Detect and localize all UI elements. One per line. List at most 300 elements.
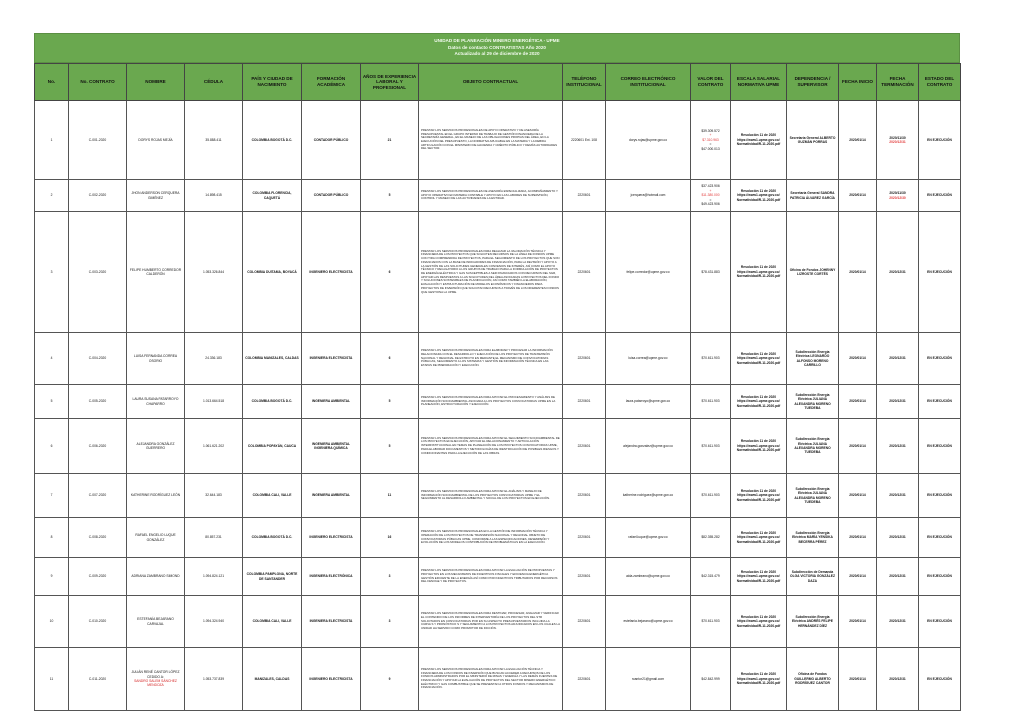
cell-objeto-line: PRESTAR LOS SERVICIOS PROFESIONALES PARA APOYAR LA EVALUACIÓN DE PROPUESTAS Y PROYECTOS EN LOS MECANISMOS DE INCENTIVOS FISCALES Y EFICIENCIA ENERGÉTICA GESTIÓN EFICIENTE DE LA ENERGÍA ASÍ COMO POR INCENTIVOS TRIBUTARIOS POR RECURSOS DEL FENOGE Y DE PROYECTOS. xyxy=(421,568,558,584)
cell-correo xyxy=(606,648,691,711)
cell-valor-line: $42.315.479 xyxy=(701,574,720,579)
cell-dependencia-line: Subdirección Energía Eléctrica MARÍA YENSIKA BECERRA PÉREZ xyxy=(792,530,833,544)
cell-valor-line: $42.842.999 xyxy=(701,676,720,681)
cell-inicio xyxy=(839,558,877,596)
cell-telefono xyxy=(563,648,606,711)
cell-cedula xyxy=(185,333,243,385)
cell-fin-line: 2020/11/30 xyxy=(889,191,906,196)
cell-correo xyxy=(606,518,691,558)
cell-anos xyxy=(361,419,419,474)
cell-nombre-line: CEDIDO A: xyxy=(147,674,164,679)
cell-estado xyxy=(919,419,961,474)
cell-escala-line: https://www1.upme.gov.co/ xyxy=(737,193,780,198)
cell-formacion-line: CONTADOR PÚBLICO xyxy=(313,193,349,198)
cell-contrato-line: C-002-2020 xyxy=(88,193,107,198)
cell-pais xyxy=(243,212,302,333)
cell-dependencia-line: Oficina de Fondos JOHENNY LIZROSTE CORTÉS xyxy=(789,267,836,276)
cell-objeto-line: PRESTAR LOS SERVICIOS PROFESIONALES PARA DESTINAR, PROCESAR, ANALIZAR Y VERIFICAR EL CONTENIDO DE LOS INFORMES DE INTERVENTORÍA DE LOS PROYECTOS DEL STR SOLICITADOS EN CONVOCATORIAS POR EN SU ASPECTO PRESUPUESTARIOS INCLUIDA LA CURVA S Y PRONÓSTICO S Y SEGUIMIENTO A LOS PROYECTOS ADJUDICADOS EN LOS CUALES LA UNIDAD HA SERVIDO COMO PROMOTOR DE DICCIÓN. xyxy=(421,611,560,631)
cell-valor-line: $70.611.903 xyxy=(701,399,720,404)
cell-estado xyxy=(919,558,961,596)
cell-nombre xyxy=(127,518,185,558)
cell-anos-line: 3 xyxy=(388,574,391,579)
cell-cedula-line: 32.644.183 xyxy=(205,493,222,498)
cell-estado-line: EN EJECUCIÓN xyxy=(927,619,952,624)
cell-formacion-line: INGENIERA ELECTRICISTA xyxy=(309,619,353,624)
cell-no xyxy=(35,648,69,711)
column-header: PAÍS Y CIUDAD DE NACIMIENTO xyxy=(243,64,302,101)
cell-pais xyxy=(243,419,302,474)
cell-estado-line: EN EJECUCIÓN xyxy=(927,574,952,579)
cell-nombre-line: JHON ANDERSON CERQUERA GIMÉNEZ xyxy=(131,191,180,200)
cell-contrato xyxy=(69,596,127,648)
cell-escala-line: Normatividad/R-11-2020.pdf xyxy=(736,197,781,202)
cell-formacion-line: INGENIERA AMBIENTAL xyxy=(311,399,351,404)
cell-fin xyxy=(877,101,919,180)
cell-anos xyxy=(361,101,419,180)
cell-objeto-line: PRESTAR LOS SERVICIOS PROFESIONALES PARA APOYAR LA EVALUACIÓN TÉCNICA Y FINANCIERA DE LOS FONDOS DE INVERSIÓN QUE BUSCAN ACCEDER A RECURSOS DE LOS FONDOS ADMINISTRADOS POR EL MINISTERIO DE MINAS Y ENERGÍA Y LAS DEMÁS FUENTES DE FINANCIACIÓN Y APOYAR LA EVALUACIÓN DE PROYECTOS DEL SECTOR MINERO ENERGÉTICO ELÉCTRICO Y GAS COMBUSTIBLE QUE SE PRESENTAN A OTROS FONDOS Y MECANISMOS DE FINANCIACIÓN. xyxy=(421,666,558,690)
cell-correo xyxy=(606,212,691,333)
cell-telefono-line: 2220601 xyxy=(577,535,591,540)
cell-no xyxy=(35,419,69,474)
cell-no-line: 7 xyxy=(50,493,53,498)
cell-valor xyxy=(691,518,731,558)
cell-pais-line: COLOMBIA BOGOTÁ D.C. xyxy=(251,137,293,142)
cell-pais-line: MANIZALES, CALDAS xyxy=(254,676,290,681)
cell-pais-line: COLOMBIA BOGOTÁ D.C. xyxy=(251,535,293,540)
cell-fin xyxy=(877,518,919,558)
cell-dependencia xyxy=(787,333,839,385)
cell-valor-line: $70.611.903 xyxy=(701,619,720,624)
cell-correo xyxy=(606,558,691,596)
cell-formacion-line: INGENIERA ELECTRÓNICA xyxy=(309,574,353,579)
cell-estado-line: EN EJECUCIÓN xyxy=(927,676,952,681)
cell-formacion xyxy=(302,419,361,474)
cell-contrato xyxy=(69,385,127,419)
column-header: No. xyxy=(35,64,69,101)
cell-dependencia xyxy=(787,385,839,419)
cell-escala-line: https://www1.upme.gov.co/ xyxy=(737,535,780,540)
cell-telefono-line: 2220601 xyxy=(577,676,591,681)
cell-telefono xyxy=(563,212,606,333)
cell-correo-line: laura.patarroyo@upme.gov.co xyxy=(625,399,671,404)
cell-inicio xyxy=(839,180,877,212)
cell-escala-line: Resolución 11 de 2020 xyxy=(740,672,777,677)
cell-pais xyxy=(243,333,302,385)
cell-dependencia-line: Subdirección Energía Eléctrica JULIANA ALEXANDRA MORENO TUEDEBA xyxy=(794,437,831,455)
cell-cedula-line: 24.336.183 xyxy=(205,356,222,361)
cell-correo-line: katherine.rodriguez@upme.gov.co xyxy=(622,493,674,498)
cell-correo xyxy=(606,101,691,180)
cell-contrato xyxy=(69,419,127,474)
banner-title: UNIDAD DE PLANEACIÓN MINERO ENERGÉTICA - UPME xyxy=(434,38,560,44)
cell-escala-line: Resolución 11 de 2020 xyxy=(740,188,777,193)
cell-inicio-line: 2020/01/14 xyxy=(849,493,866,498)
cell-nombre xyxy=(127,212,185,333)
cell-inicio xyxy=(839,212,877,333)
cell-estado xyxy=(919,180,961,212)
cell-no-line: 9 xyxy=(50,574,53,579)
cell-cedula-line: 1.053.737.839 xyxy=(202,676,225,681)
cell-dependencia-line: Subdirección Energía Eléctrica LEONARDO ALFONSO MORENO CARRILLO xyxy=(795,349,830,367)
cell-escala-line: Resolución 11 de 2020 xyxy=(740,488,777,493)
cell-valor xyxy=(691,558,731,596)
cell-cedula xyxy=(185,180,243,212)
cell-escala-line: Normatividad/R-11-2020.pdf xyxy=(736,623,781,628)
cell-inicio-line: 2020/01/14 xyxy=(849,676,866,681)
cell-estado-line: EN EJECUCIÓN xyxy=(927,443,952,448)
cell-nombre-line: LAURA SUSANA PATARROYO CHAPARRO xyxy=(132,397,179,406)
cell-escala-line: https://www1.upme.gov.co/ xyxy=(737,269,780,274)
cell-anos-line: 5 xyxy=(388,193,391,198)
cell-valor-line: + xyxy=(709,188,712,193)
cell-valor-line: $11.380.000 xyxy=(701,193,720,198)
cell-estado xyxy=(919,385,961,419)
cell-valor-line: $39.309.572 xyxy=(701,128,720,133)
cell-contrato-line: C-001-2020 xyxy=(88,137,107,142)
cell-anos xyxy=(361,648,419,711)
cell-telefono xyxy=(563,596,606,648)
cell-anos xyxy=(361,385,419,419)
cell-escala-line: https://www1.upme.gov.co/ xyxy=(737,356,780,361)
cell-no-line: 4 xyxy=(50,356,53,361)
cell-formacion xyxy=(302,648,361,711)
cell-pais-line: COLOMBIA PAMPLONA, NORTE DE SANTANDER xyxy=(246,572,298,581)
cell-estado-line: EN EJECUCIÓN xyxy=(927,535,952,540)
cell-anos xyxy=(361,474,419,518)
cell-pais xyxy=(243,596,302,648)
cell-inicio-line: 2020/01/14 xyxy=(849,137,866,142)
cell-objeto xyxy=(419,518,563,558)
cell-telefono xyxy=(563,385,606,419)
table-row xyxy=(35,180,961,212)
cell-pais-line: COLOMBIA POPAYÁN, CAUCA xyxy=(247,443,297,448)
cell-objeto xyxy=(419,474,563,518)
cell-contrato-line: C-011-2020 xyxy=(88,676,107,681)
cell-dependencia-line: Subdirección Energía Eléctrica JULIANA ALEXANDRA MORENO TUEDEBA xyxy=(794,392,831,410)
cell-cedula-line: 1.094.824.121 xyxy=(202,574,225,579)
cell-estado xyxy=(919,212,961,333)
cell-telefono-line: 2220601 xyxy=(577,574,591,579)
cell-cedula xyxy=(185,101,243,180)
banner-subtitle: Datos de contacto CONTRATISTAS Año 2020 xyxy=(448,44,546,50)
cell-pais xyxy=(243,558,302,596)
cell-anos-line: 21 xyxy=(387,137,392,142)
cell-pais xyxy=(243,180,302,212)
cell-formacion-line: INGENIERA AMBIENTAL INGENIERA QUÍMICA xyxy=(311,441,351,450)
cell-contrato xyxy=(69,333,127,385)
cell-inicio xyxy=(839,333,877,385)
cell-valor-line: = xyxy=(709,197,712,202)
column-header: ESTADO DEL CONTRATO xyxy=(919,64,961,101)
cell-dependencia xyxy=(787,101,839,180)
cell-correo-line: aida.zambrano@upme.gov.co xyxy=(626,574,670,579)
cell-contrato-line: C-009-2020 xyxy=(88,574,107,579)
cell-anos-line: 6 xyxy=(388,269,391,274)
cell-valor xyxy=(691,474,731,518)
column-header: TELÉFONO INSTITUCIONAL xyxy=(563,64,606,101)
cell-nombre-line: FELIPE HUMBERTO CORREDOR CALDERÓN xyxy=(129,267,182,276)
cell-nombre-line: ALEJANDRA GONZÁLEZ GUERRERO xyxy=(136,441,175,450)
table-row xyxy=(35,212,961,333)
cell-escala-line: https://www1.upme.gov.co/ xyxy=(737,574,780,579)
cell-formacion-line: INGENIERO ELECTRICISTA xyxy=(309,535,353,540)
cell-dependencia xyxy=(787,180,839,212)
cell-objeto xyxy=(419,385,563,419)
cell-fin xyxy=(877,648,919,711)
cell-formacion xyxy=(302,101,361,180)
cell-escala-line: Normatividad/R-11-2020.pdf xyxy=(736,274,781,279)
cell-formacion-line: INGENIERA ELECTRICISTA xyxy=(309,356,353,361)
cell-cedula-line: 1.094.324.940 xyxy=(202,619,225,624)
cell-inicio-line: 2020/01/14 xyxy=(849,399,866,404)
cell-valor-line: $37.423.906 xyxy=(701,184,720,189)
cell-objeto-line: PRESTAR LOS SERVICIOS PROFESIONALES PARA APOYAR EL PROCESAMIENTO Y ANÁLISIS DE INFORMACIÓN SOCIOAMBIENTAL ASOCIADA A LOS PROYECTOS CONVOCATORIAS UPME EN LA PLANEACIÓN, ESTRUCTURACIÓN Y EJECUCIÓN. xyxy=(421,394,556,407)
cell-anos-line: 5 xyxy=(388,399,391,404)
cell-formacion xyxy=(302,558,361,596)
cell-inicio xyxy=(839,596,877,648)
cell-escala-line: Normatividad/R-11-2020.pdf xyxy=(736,142,781,147)
column-header: ESCALA SALARIAL NORMATIVA UPME xyxy=(731,64,787,101)
cell-formacion xyxy=(302,212,361,333)
cell-fin-line: 2020/12/31 xyxy=(889,619,906,624)
cell-nombre xyxy=(127,385,185,419)
cell-objeto xyxy=(419,101,563,180)
cell-correo-line: felipe.corredor@upme.gov.co xyxy=(626,269,670,274)
cell-pais xyxy=(243,385,302,419)
cell-pais xyxy=(243,518,302,558)
cell-objeto-line: PRESTAR LOS SERVICIOS PROFESIONALES PARA REALIZAR LA VALORACIÓN TÉCNICA Y FINANCIERA DE LOS PROYECTOS QUE SOLICITEN RECURSOS DE LA LÍNEA DE FONDOS UPME CON TIRA COMPRENDIDA DE PROYECTOS, PARA EL SEGUIMIENTO DE LOS PROYECTOS QUE SON FINANCIADOS CON LA BASE DE INDICADORES DE FINANCIACIÓN, PARA LA REVISIÓN Y APOYO A LA GESTIÓN DE LAS SOLICITUDES GENERALES CONVENIOS DE INTERÉS, ASÍ COMO EL APOYO TÉCNICO Y REGULATORIO A LOS GRUPOS DE TRABAJO PARA LA FORMULACIÓN DE PROYECTOS DE ENERGÍA ELÉCTRICA Y GAS SUSCEPTIBLES A SER FINANCIADOS CON RECURSOS DEL SGR, APOYAR LAS RESPUESTAS A LAS SOLICITUDES DEL ÁREA ASOCIADAS A PROYECTOS DEL FONDO Y SOLUCIONES SOSTENIBLES DE PLANIFICACIÓN, ASÍ COMO TAMBIÉN LA ELABORACIÓN, EVALUACIÓN Y ESTRUCTURACIÓN DE MODELOS ECONÓMICOS Y FINANCIEROS PARA PROYECTOS DE INVERSIÓN QUE SOLICITAN RECURSOS A TRAVÉS DE LOS DIFERENTES FONDOS QUE GESTIONA LA UPME. xyxy=(421,248,560,294)
cell-valor xyxy=(691,596,731,648)
cell-escala-line: https://www1.upme.gov.co/ xyxy=(737,443,780,448)
cell-pais xyxy=(243,648,302,711)
cell-dependencia xyxy=(787,419,839,474)
cell-anos-line: 3 xyxy=(388,619,391,624)
cell-correo xyxy=(606,385,691,419)
table-row xyxy=(35,474,961,518)
cell-escala xyxy=(731,101,787,180)
cell-no-line: 10 xyxy=(49,619,54,624)
cell-contrato xyxy=(69,518,127,558)
cell-valor xyxy=(691,180,731,212)
cell-objeto xyxy=(419,419,563,474)
cell-dependencia-line: Secretaría General SANDRA PATRICIA ÁLVAREZ GARCÍA xyxy=(790,191,835,200)
cell-estado-line: EN EJECUCIÓN xyxy=(927,356,952,361)
cell-dependencia-line: Subdirección Energía Eléctrica ANDRÉS FELIPE HERNÁNDEZ DÍEZ xyxy=(792,614,833,628)
cell-telefono-line: 2220601 xyxy=(577,269,591,274)
cell-escala-line: https://www1.upme.gov.co/ xyxy=(737,137,780,142)
cell-nombre-line: ADRIANA ZAMBRANO SIMOND xyxy=(131,574,180,579)
cell-contrato xyxy=(69,180,127,212)
cell-valor xyxy=(691,648,731,711)
cell-nombre-line: DORYS ROJAS MEJÍA xyxy=(138,137,173,142)
cell-escala-line: Resolución 11 de 2020 xyxy=(740,569,777,574)
table-row xyxy=(35,419,961,474)
cell-fin xyxy=(877,474,919,518)
cell-dependencia-line: Secretaría General ALBERTO GUZMÁN PORRAS xyxy=(789,135,836,144)
cell-dependencia xyxy=(787,558,839,596)
column-header: FECHA INICIO xyxy=(839,64,877,101)
cell-fin-line: 2020/12/31 xyxy=(889,399,906,404)
table-row xyxy=(35,558,961,596)
cell-contrato-line: C-006-2020 xyxy=(88,443,107,448)
cell-no-line: 6 xyxy=(50,443,53,448)
cell-fin xyxy=(877,558,919,596)
cell-cedula-line: 1.013.664.518 xyxy=(202,399,225,404)
cell-valor-line: $78.431.883 xyxy=(701,269,720,274)
cell-objeto-line: PRESTAR LOS SERVICIOS PROFESIONALES EN LA GESTIÓN DE INFORMACIÓN TÉCNICA Y OPERACIÓN DE LOS PROYECTOS DE TRANSMISIÓN NACIONAL Y REGIONAL OBJETO DE CONVOCATORIAS PÚBLICAS UPME, CONFORME A LAS ESPECIFICACIONES, DESEMPEÑO Y EVOLUCIÓN DE LOS MODELOS CONTRIBUCIÓN DE PROBLEMÁTICAS EN LA EJECUCIÓN. xyxy=(421,529,550,545)
cell-dependencia xyxy=(787,596,839,648)
cell-anos-line: 6 xyxy=(388,356,391,361)
cell-telefono xyxy=(563,518,606,558)
cell-correo xyxy=(606,419,691,474)
cell-escala-line: https://www1.upme.gov.co/ xyxy=(737,676,780,681)
cell-fin xyxy=(877,212,919,333)
cell-cedula-line: 1.061.621.202 xyxy=(202,443,225,448)
cell-dependencia-line: Subdirección Energía Eléctrica JULIANA ALEXANDRA MORENO TUEDEBA xyxy=(794,486,831,504)
cell-anos xyxy=(361,558,419,596)
cell-nombre xyxy=(127,180,185,212)
table-row xyxy=(35,596,961,648)
cell-correo-line: rcantor21@gmail.com xyxy=(631,676,665,681)
cell-telefono xyxy=(563,558,606,596)
cell-fin xyxy=(877,180,919,212)
cell-inicio-line: 2020/01/14 xyxy=(849,619,866,624)
cell-no-line: 11 xyxy=(49,676,54,681)
cell-escala xyxy=(731,558,787,596)
column-header: FORMACIÓN ACADÉMICA xyxy=(302,64,361,101)
cell-correo-line: jcerquera@hotmail.com xyxy=(630,193,666,198)
cell-objeto xyxy=(419,648,563,711)
cell-escala xyxy=(731,212,787,333)
cell-no-line: 2 xyxy=(50,193,53,198)
cell-fin xyxy=(877,385,919,419)
cell-correo-line: dorys.rojas@upme.gov.co xyxy=(628,137,668,142)
cell-contrato-line: C-004-2020 xyxy=(88,356,107,361)
table-row xyxy=(35,648,961,711)
cell-escala-line: Normatividad/R-11-2020.pdf xyxy=(736,497,781,502)
cell-contrato-line: C-010-2020 xyxy=(88,619,107,624)
cell-inicio-line: 2020/01/14 xyxy=(849,443,866,448)
cell-cedula-line: 80.857.231 xyxy=(205,535,222,540)
cell-escala xyxy=(731,180,787,212)
cell-formacion xyxy=(302,180,361,212)
cell-dependencia-line: Oficina de Fondos GUILLERMO ALBERTO RODRÍGUEZ CANTOR xyxy=(794,672,831,686)
cell-escala-line: Resolución 11 de 2020 xyxy=(740,351,777,356)
cell-objeto-line: PRESTAR LOS SERVICIOS PROFESIONALES DE APOYO OPERATIVO Y DE ASESORÍA PRESUPUESTAL EN EL GRUPO INTERNO DE TRABAJO DE GESTIÓN FINANCIERA DE LA SECRETARÍA GENERAL, EN EL MANEJO DE LAS OBLIGACIONES PROPIAS DEL ÁREA, EN LA EJECUCIÓN DEL PRESUPUESTO, LA NORMATIVA APLICABLE EN LA MATERIA Y LA DEBIDA ARTICULACIÓN CON EL MINISTERIO DE HACIENDA Y CRÉDITO PÚBLICO Y DEMÁS AUTORIDADES DEL SECTOR. xyxy=(421,127,558,151)
table-body xyxy=(35,101,961,711)
cell-fin xyxy=(877,596,919,648)
cell-pais-line: COLOMBIA CALI, VALLE xyxy=(252,493,292,498)
cell-escala-line: Normatividad/R-11-2020.pdf xyxy=(736,448,781,453)
cell-estado xyxy=(919,648,961,711)
cell-no xyxy=(35,558,69,596)
contractors-table xyxy=(34,63,961,711)
cell-telefono xyxy=(563,419,606,474)
table-row xyxy=(35,333,961,385)
cell-inicio xyxy=(839,648,877,711)
cell-no xyxy=(35,385,69,419)
cell-nombre xyxy=(127,596,185,648)
cell-fin-line: 2020/12/31 xyxy=(889,535,906,540)
cell-estado-line: EN EJECUCIÓN xyxy=(927,269,952,274)
cell-dependencia xyxy=(787,648,839,711)
cell-no xyxy=(35,596,69,648)
cell-no xyxy=(35,212,69,333)
cell-valor xyxy=(691,419,731,474)
cell-contrato-line: C-007-2020 xyxy=(88,493,107,498)
cell-formacion-line: INGENIERA AMBIENTAL xyxy=(311,493,351,498)
cell-anos xyxy=(361,180,419,212)
cell-escala xyxy=(731,385,787,419)
cell-fin-line: 2020/12/31 xyxy=(889,493,906,498)
cell-anos xyxy=(361,333,419,385)
cell-estado xyxy=(919,101,961,180)
cell-no-line: 1 xyxy=(50,137,53,142)
cell-valor-line: = xyxy=(709,142,712,147)
cell-valor-line: $70.611.903 xyxy=(701,443,720,448)
cell-telefono-line: 2220601 xyxy=(577,193,591,198)
cell-formacion xyxy=(302,385,361,419)
cell-no-line: 3 xyxy=(50,269,53,274)
cell-escala-line: https://www1.upme.gov.co/ xyxy=(737,619,780,624)
cell-correo-line: alejandra.gonzalez@upme.gov.co xyxy=(623,443,673,448)
cell-contrato-line: C-003-2020 xyxy=(88,269,107,274)
cell-inicio xyxy=(839,385,877,419)
cell-no xyxy=(35,101,69,180)
cell-objeto xyxy=(419,212,563,333)
cell-formacion xyxy=(302,518,361,558)
cell-valor xyxy=(691,385,731,419)
cell-valor xyxy=(691,212,731,333)
table-row xyxy=(35,101,961,180)
cell-nombre xyxy=(127,419,185,474)
cell-estado-line: EN EJECUCIÓN xyxy=(927,193,952,198)
cell-telefono-line: 2220601 Ext. 108 xyxy=(571,137,597,142)
contractor-sheet xyxy=(34,33,960,711)
cell-fin-line: 2020/12/31 xyxy=(889,140,906,144)
cell-correo xyxy=(606,596,691,648)
cell-anos-line: 11 xyxy=(387,493,392,498)
cell-inicio xyxy=(839,419,877,474)
cell-objeto xyxy=(419,180,563,212)
cell-nombre-line: LUISA FERNANDA CORREA OSORIO xyxy=(133,354,178,363)
cell-escala-line: Normatividad/R-11-2020.pdf xyxy=(736,539,781,544)
cell-valor-line: $7.310.963 xyxy=(702,137,719,142)
column-header: FECHA TERMINACIÓN xyxy=(877,64,919,101)
cell-nombre-line: JULIÁN RENÉ CANTOR LÓPEZ xyxy=(131,670,180,675)
cell-valor xyxy=(691,101,731,180)
cell-fin-line: 2020/12/31 xyxy=(889,443,906,448)
cell-contrato xyxy=(69,558,127,596)
cell-inicio xyxy=(839,518,877,558)
cell-fin xyxy=(877,419,919,474)
cell-anos xyxy=(361,212,419,333)
cell-nombre-line: RAFAEL ENGELIO LUQUE GONZÁLEZ xyxy=(135,533,176,542)
cell-nombre xyxy=(127,474,185,518)
cell-formacion-line: INGENIERO ELECTRICISTA xyxy=(309,269,353,274)
cell-escala xyxy=(731,474,787,518)
cell-nombre xyxy=(127,558,185,596)
cell-no xyxy=(35,474,69,518)
column-header: CORREO ELECTRÓNICO INSTITUCIONAL xyxy=(606,64,691,101)
cell-no xyxy=(35,180,69,212)
cell-correo-line: luisa.correa@upme.gov.co xyxy=(628,356,668,361)
cell-escala xyxy=(731,596,787,648)
cell-telefono-line: 2220601 xyxy=(577,399,591,404)
cell-inicio-line: 2020/01/14 xyxy=(849,535,866,540)
cell-contrato xyxy=(69,648,127,711)
cell-cedula xyxy=(185,596,243,648)
